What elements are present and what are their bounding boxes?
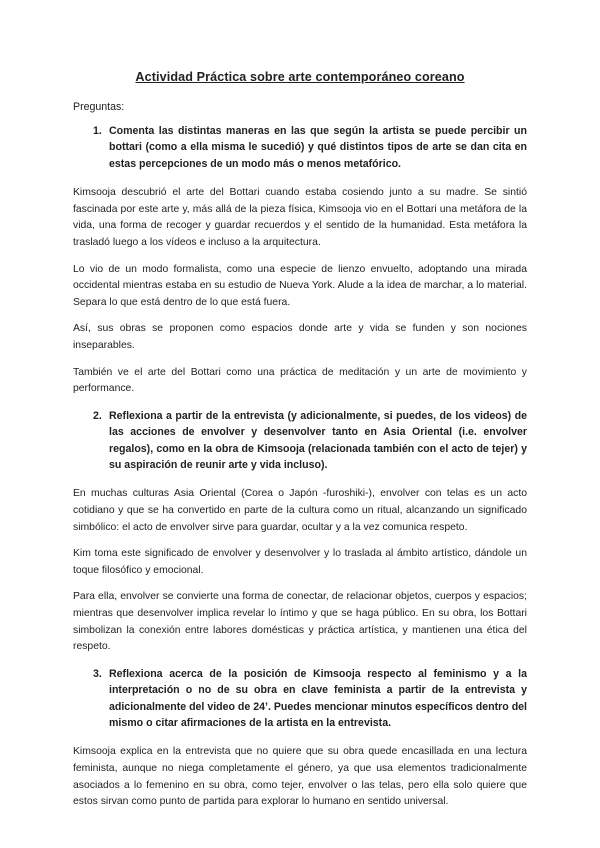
question-text: Reflexiona a partir de la entrevista (y adicionalmente, si puedes, de los videos) de las acciones de envolver y desenvolver tanto en Asia Oriental (i.e. envolver regalos), como en la obra de Kimsooja (relacionada también con el acto de tejer) y su aspiración de reunir arte y vida incluso). [109,409,527,471]
question-3 [73,666,527,732]
answer-paragraph: Kimsooja explica en la entrevista que no quiere que su obra quede encasillada en una lectura feminista, aunque no niega completamente el género, ya que usa elementos tradicionalmente asociados a lo femenino en su obra, como tejer, envolver o las telas, pero ella solo quiere que estos sirvan como punto de partida para explorar lo humano en sentido universal. [73,746,527,808]
answer-paragraph: Para ella, envolver se convierte una forma de conectar, de relacionar objetos, cuerpos y espacios; mientras que desenvolver implica revelar lo íntimo y que se haga público. En su obra, los Bottari simbolizan la conexión entre labores domésticas y práctica artística, y mantienen una ética del respeto. [73,591,527,653]
question-number: 3. [93,667,102,680]
document-title: Actividad Práctica sobre arte contemporáneo coreano [135,70,465,84]
answer-paragraph: En muchas culturas Asia Oriental (Corea o Japón -furoshiki-), envolver con telas es un acto cotidiano y que se ha convertido en parte de la cultura como un ritual, alcanzando un significado simbólico: el acto de envolver sirve para guardar, ocultar y a la vez comunica respeto. [73,488,527,533]
questions-label: Preguntas: [73,101,125,113]
answer-paragraph: Kim toma este significado de envolver y desenvolver y lo traslada al ámbito artístico, dándole un toque filosófico y emocional. [73,548,527,576]
answer-paragraph: Kimsooja descubrió el arte del Bottari cuando estaba cosiendo junto a su madre. Se sintió fascinada por este arte y, más allá de la pieza física, Kimsooja vio en el Bottari una metáfora de la vida, una forma de recoger y guardar recuerdos y el sentido de la humanidad. Esta metáfora la trasladó luego a los vídeos e incluso a la arquitectura. [73,187,527,248]
question-text: Comenta las distintas maneras en las que según la artista se puede percibir un bottari (como a ella misma le sucedió) y qué distintos tipos de arte se dan cita en estas percepciones de un modo más o menos metafórico. [109,125,527,170]
question-2 [73,408,527,474]
question-1 [73,123,527,172]
question-text: Reflexiona acerca de la posición de Kimsooja respecto al feminismo y a la interpretación o no de su obra en clave feminista a partir de la entrevista y adicionalmente del video de 24’. Puedes mencionar minutos específicos dentro del mismo o citar afirmaciones de la artista en la entrevista. [109,667,527,729]
answer-paragraph: Lo vio de un modo formalista, como una especie de lienzo envuelto, adoptando una mirada occidental mientras estaba en su estudio de Nueva York. Alude a la idea de marchar, a lo material. Separa lo que está dentro de lo que está fuera. [73,263,527,308]
answer-paragraph: También ve el arte del Bottari como una práctica de meditación y un arte de movimiento y performance. [73,366,527,395]
question-number: 2. [93,409,102,422]
answer-paragraph: Así, sus obras se proponen como espacios donde arte y vida se funden y son nociones inseparables. [73,323,527,351]
question-number: 1. [93,125,102,137]
